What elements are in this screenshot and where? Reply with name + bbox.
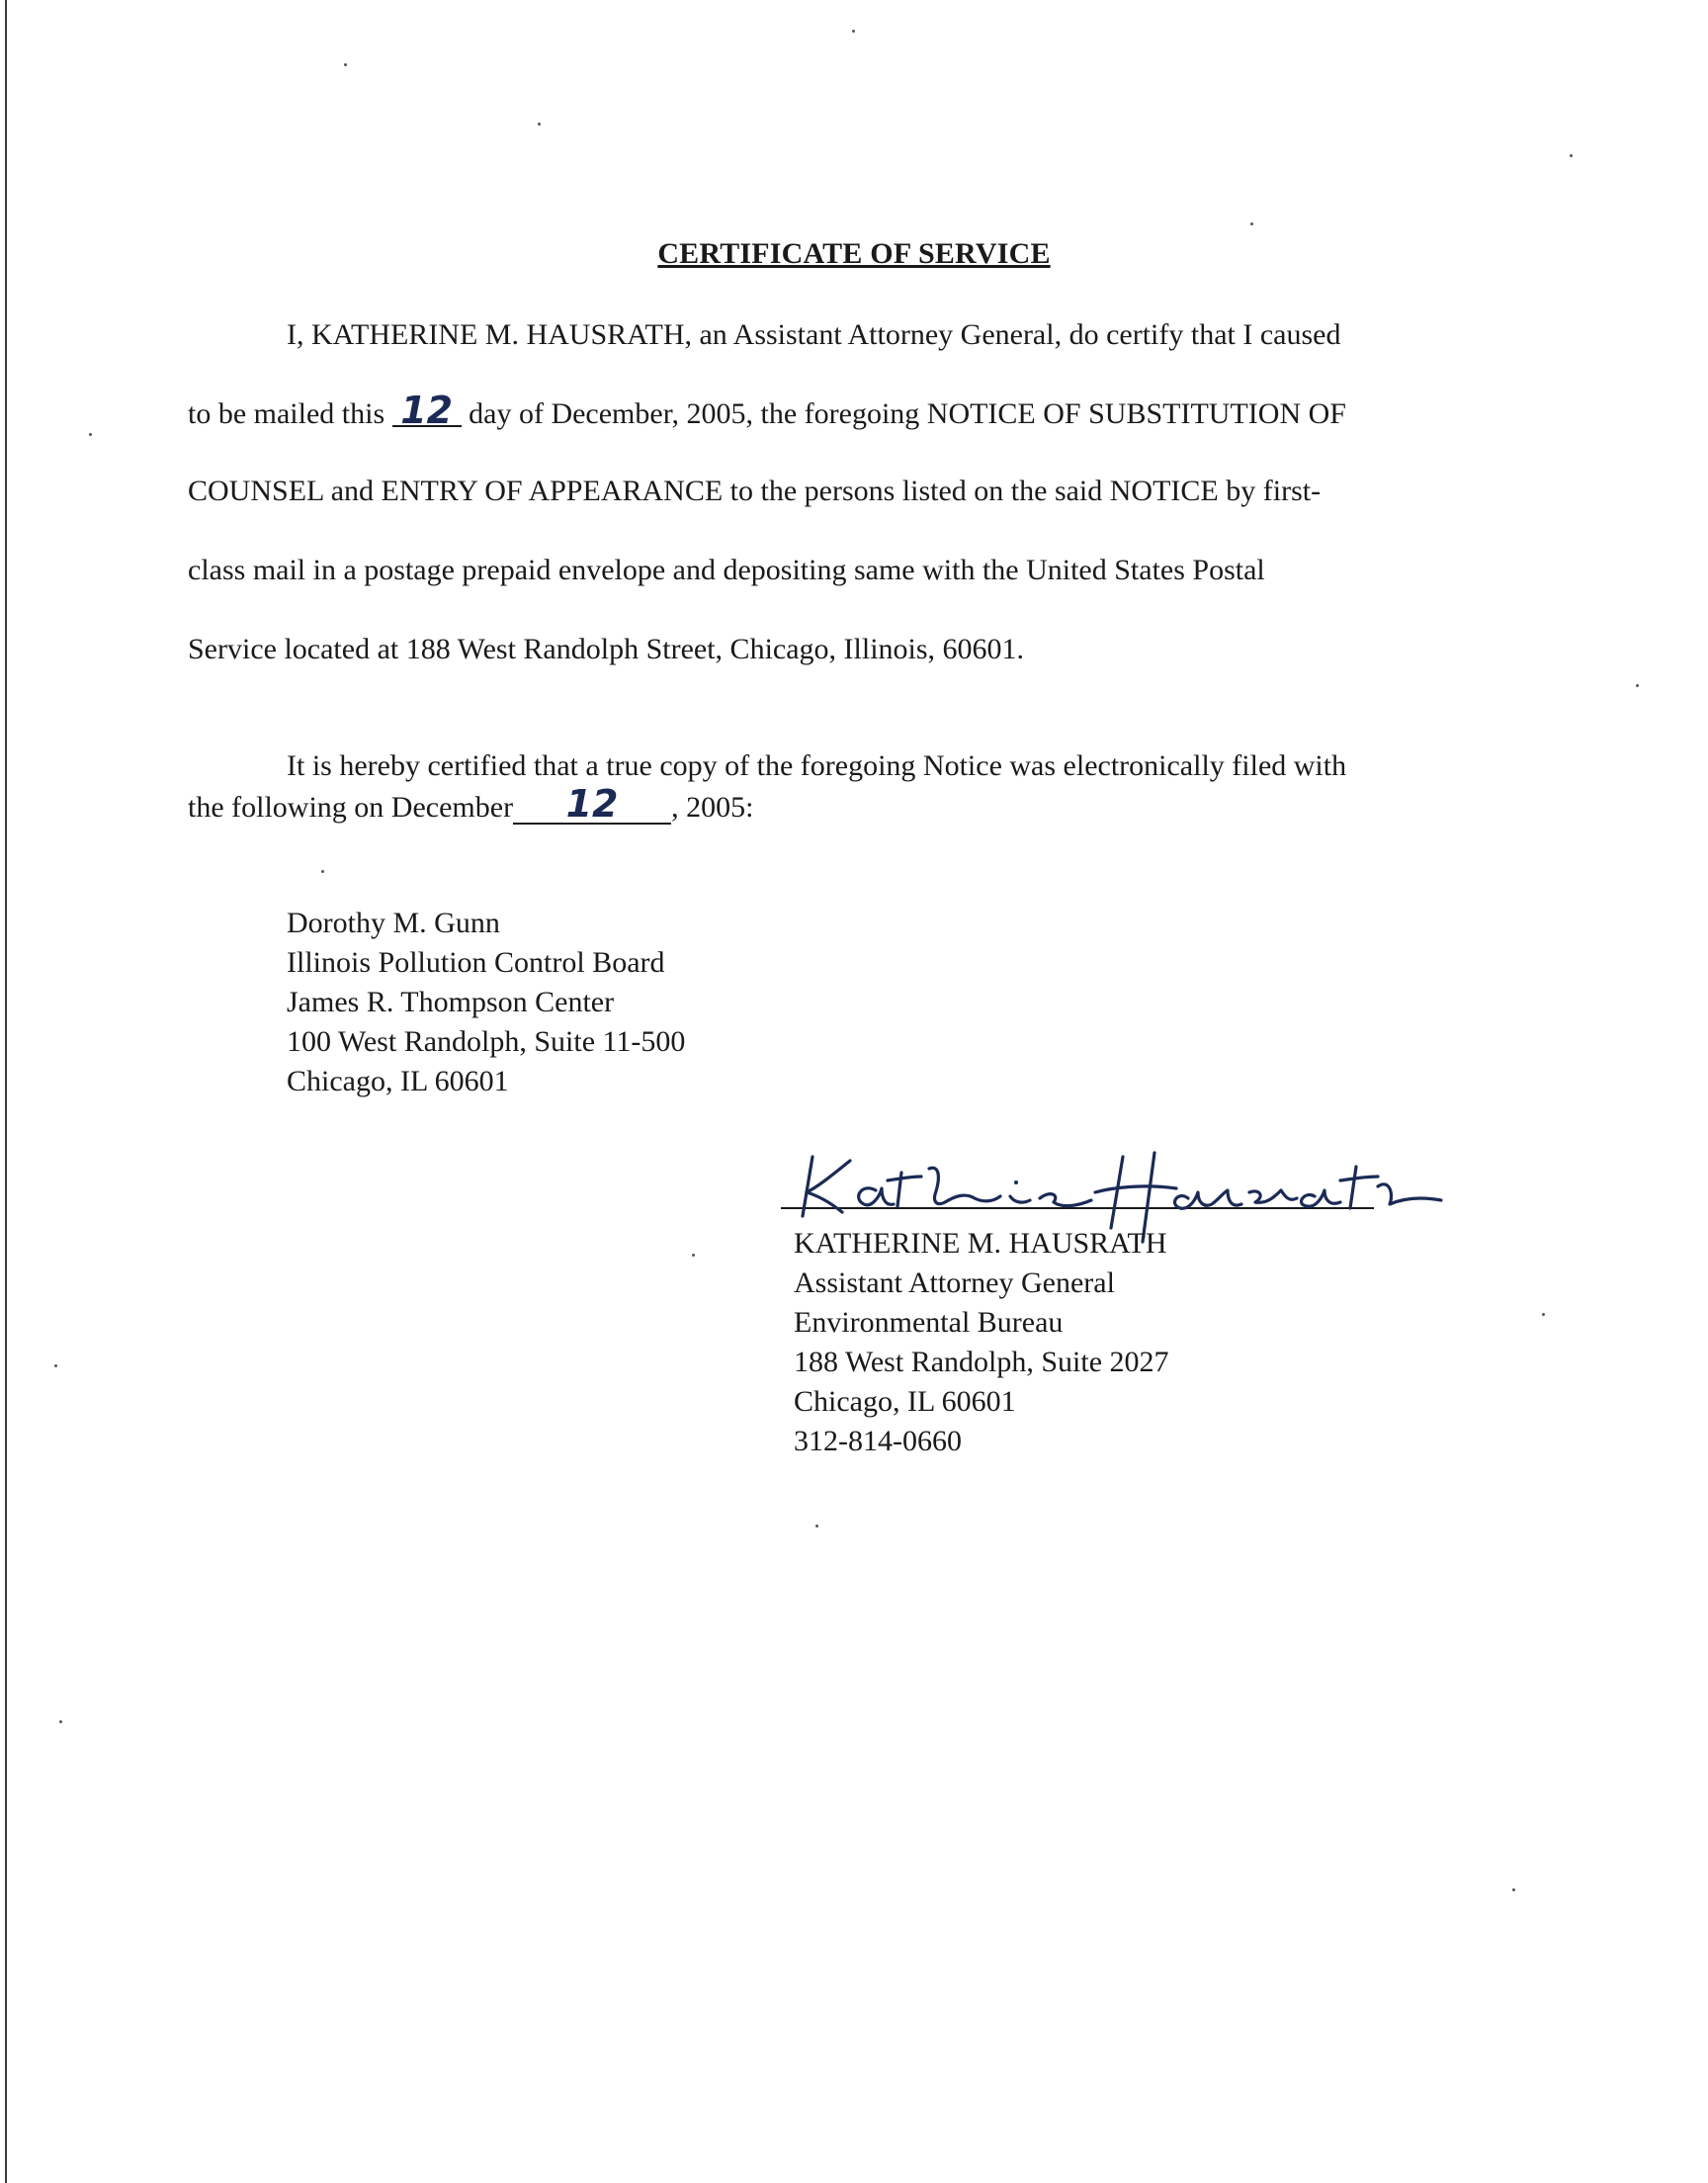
scan-speck [1512, 1888, 1515, 1891]
certificate-title: CERTIFICATE OF SERVICE [657, 237, 1051, 270]
recipient-building: James R. Thompson Center [287, 986, 615, 1018]
scan-speck [1570, 154, 1573, 157]
scan-speck [538, 123, 541, 126]
paragraph1-line4: class mail in a postage prepaid envelope and depositing same with the United States Postal [188, 554, 1265, 586]
scan-speck [1636, 684, 1639, 687]
signer-bureau: Environmental Bureau [794, 1306, 1064, 1339]
scan-edge-line [5, 0, 7, 2183]
scan-speck [321, 870, 324, 873]
handwritten-day-12: 12 [565, 782, 619, 826]
paragraph1-line3: COUNSEL and ENTRY OF APPEARANCE to the persons listed on the said NOTICE by first- [188, 475, 1322, 507]
signer-phone: 312-814-0660 [794, 1425, 962, 1457]
paragraph1-line2-after: day of December, 2005, the foregoing NOTICE OF SUBSTITUTION OF [469, 397, 1346, 430]
handwritten-day-12: 12 [392, 395, 462, 427]
signer-name: KATHERINE M. HAUSRATH [794, 1227, 1167, 1260]
scan-speck [852, 30, 855, 33]
recipient-name: Dorothy M. Gunn [287, 907, 500, 939]
scan-speck [59, 1720, 62, 1723]
signer-city: Chicago, IL 60601 [794, 1385, 1016, 1418]
scan-speck [54, 1364, 57, 1367]
paragraph2-line1: It is hereby certified that a true copy of the foregoing Notice was electronically filed with [287, 749, 1347, 782]
date-blank-field [513, 782, 671, 826]
scan-speck [344, 63, 347, 66]
signer-block [794, 1224, 1169, 1461]
recipient-street: 100 West Randolph, Suite 11-500 [287, 1025, 686, 1058]
recipient-organization: Illinois Pollution Control Board [287, 946, 665, 979]
paragraph1-line2 [188, 389, 1346, 432]
paragraph2-line2-after: , 2005: [671, 791, 754, 824]
scan-speck [89, 433, 92, 436]
scan-speck [815, 1525, 818, 1528]
scan-speck [1250, 222, 1253, 225]
paragraph2-line2 [188, 782, 754, 826]
paragraph1-line5: Service located at 188 West Randolph Street, Chicago, Illinois, 60601. [188, 633, 1025, 665]
recipient-city: Chicago, IL 60601 [287, 1065, 509, 1097]
paragraph1-line2-before: to be mailed this [188, 397, 385, 430]
paragraph1-line1: I, KATHERINE M. HAUSRATH, an Assistant Attorney General, do certify that I caused [287, 318, 1341, 351]
paragraph2-line2-before: the following on December [188, 791, 514, 824]
scan-speck [692, 1254, 695, 1257]
signer-title: Assistant Attorney General [794, 1266, 1115, 1299]
recipient-address-block [287, 904, 685, 1101]
signer-street: 188 West Randolph, Suite 2027 [794, 1346, 1169, 1378]
scan-speck [1542, 1313, 1545, 1316]
